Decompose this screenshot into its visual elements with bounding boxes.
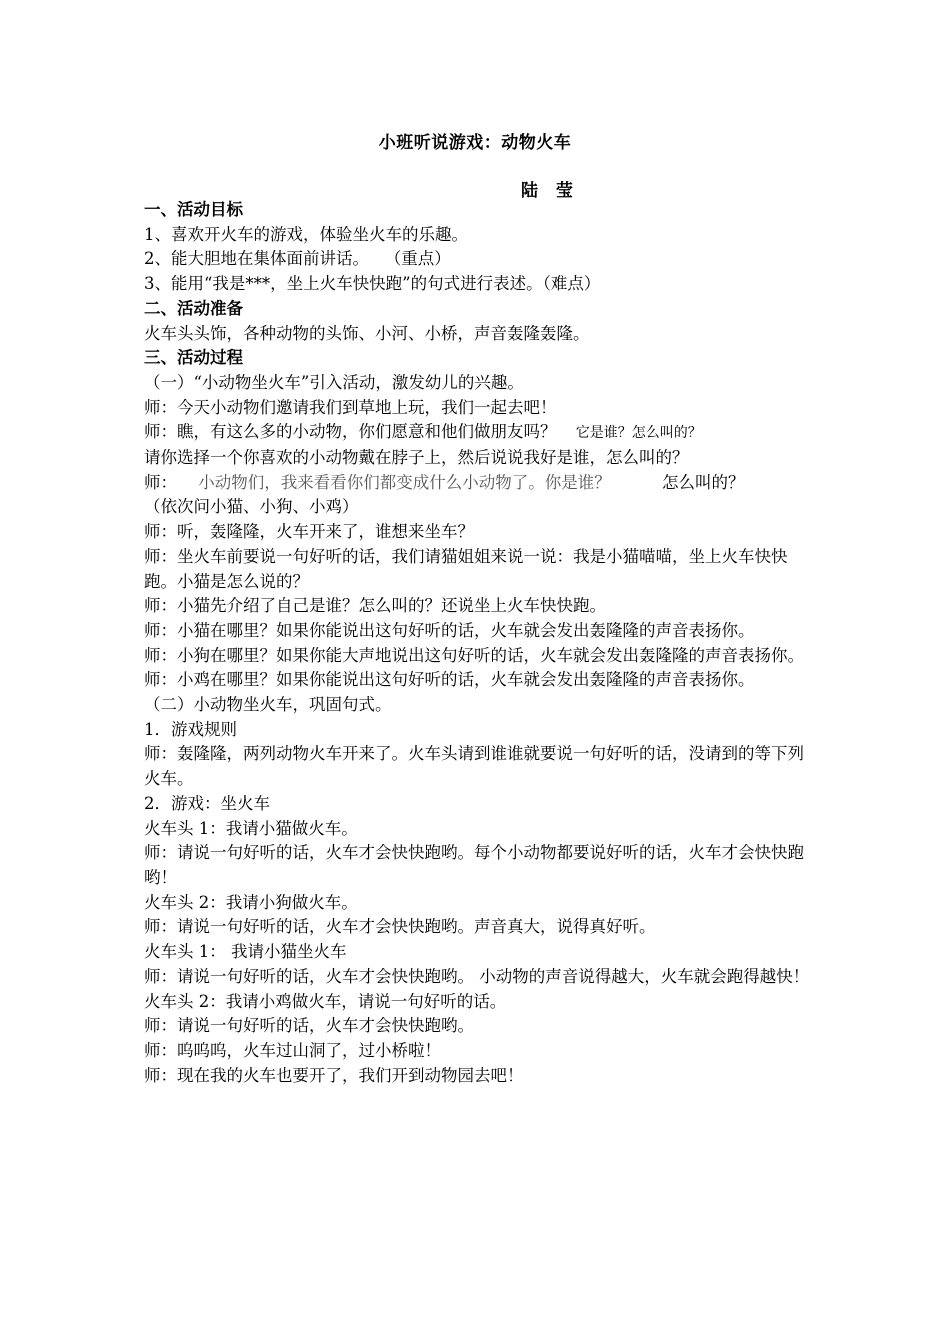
paragraph: 师：轰隆隆，两列动物火车开来了。火车头请到谁谁就要说一句好听的话，没请到的等下列火车。 [144,744,804,789]
paragraph-aside: 它是谁？怎么叫的？ [575,425,702,442]
paragraph: 师：请说一句好听的话，火车才会快快跑哟。声音真大，说得真好听。 [144,917,656,937]
paragraph: 火车头 2：我请小鸡做火车，请说一句好听的话。 [144,991,507,1011]
paragraph: 师：小猫在哪里？如果你能说出这句好听的话，火车就会发出轰隆隆的声音表扬你。 [144,620,755,640]
paragraph: 火车头 1：我请小猫做火车。 [144,818,358,838]
paragraph: （依次问小猫、小狗、小鸡） [144,497,359,517]
process-part2-title: （二）小动物坐火车，巩固句式。 [144,695,392,715]
paragraph-main: 小动物们，我来看看你们都变成什么小动物了。你是谁？ [198,472,611,492]
paragraph: 师：小猫先介绍了自己是谁？怎么叫的？还说坐上火车快快跑。 [144,596,606,616]
document-body [144,198,812,1088]
section-heading-prep: 二、活动准备 [144,298,243,318]
paragraph-main: 师：瞧，有这么多的小动物，你们愿意和他们做朋友吗？ [144,422,557,442]
paragraph: 火车头 1： 我请小猫坐火车 [144,942,347,962]
goal-item: 1、喜欢开火车的游戏，体验坐火车的乐趣。 [144,224,468,244]
paragraph: 师：呜呜呜，火车过山洞了，过小桥啦！ [144,1040,441,1060]
paragraph [144,471,812,496]
paragraph: 师：坐火车前要说一句好听的话，我们请猫姐姐来说一说：我是小猫喵喵，坐上火车快快跑。小猫是怎么说的？ [144,546,788,591]
process-part1-title: （一）“小动物坐火车”引入活动，激发幼儿的兴趣。 [144,372,524,392]
goal-item: 3、能用“我是***，坐上火车快快跑”的句式进行表述。（难点） [144,274,601,294]
section-heading-goals: 一、活动目标 [144,200,243,219]
paragraph: 师：小鸡在哪里？如果你能说出这句好听的话，火车就会发出轰隆隆的声音表扬你。 [144,670,755,690]
paragraph: 师：今天小动物们邀请我们到草地上玩，我们一起去吧！ [144,397,557,417]
paragraph: 请你选择一个你喜欢的小动物戴在脖子上，然后说说我好是谁，怎么叫的？ [144,448,689,468]
paragraph: 火车头 2：我请小狗做火车。 [144,892,358,912]
game-title: 2．游戏：坐火车 [144,793,270,813]
paragraph: 师：听，轰隆隆，火车开来了，谁想来坐车？ [144,522,474,542]
section-heading-process: 三、活动过程 [144,348,243,368]
goal-item: 2、能大胆地在集体面前讲话。 （重点） [144,249,451,269]
paragraph: 师：小狗在哪里？如果你能大声地说出这句好听的话，火车就会发出轰隆隆的声音表扬你。 [144,645,804,665]
rules-title: 1．游戏规则 [144,719,237,739]
paragraph: 师：请说一句好听的话，火车才会快快跑哟。 [144,1016,474,1036]
document-title: 小班听说游戏：动物火车 [378,133,572,153]
document-author: 陆 莹 [521,181,579,201]
paragraph: 师：请说一句好听的话，火车才会快快跑哟。每个小动物都要说好听的话，火车才会快快跑哟！ [144,843,804,887]
paragraph-speaker: 师： [144,472,177,492]
paragraph-question: 怎么叫的？ [662,472,745,492]
paragraph: 师：请说一句好听的话，火车才会快快跑哟。 小动物的声音说得越大，火车就会跑得越快！ [144,966,810,986]
paragraph [144,420,812,446]
prep-text: 火车头头饰，各种动物的头饰、小河、小桥，声音轰隆轰隆。 [144,323,590,343]
paragraph: 师：现在我的火车也要开了，我们开到动物园去吧！ [144,1065,524,1085]
